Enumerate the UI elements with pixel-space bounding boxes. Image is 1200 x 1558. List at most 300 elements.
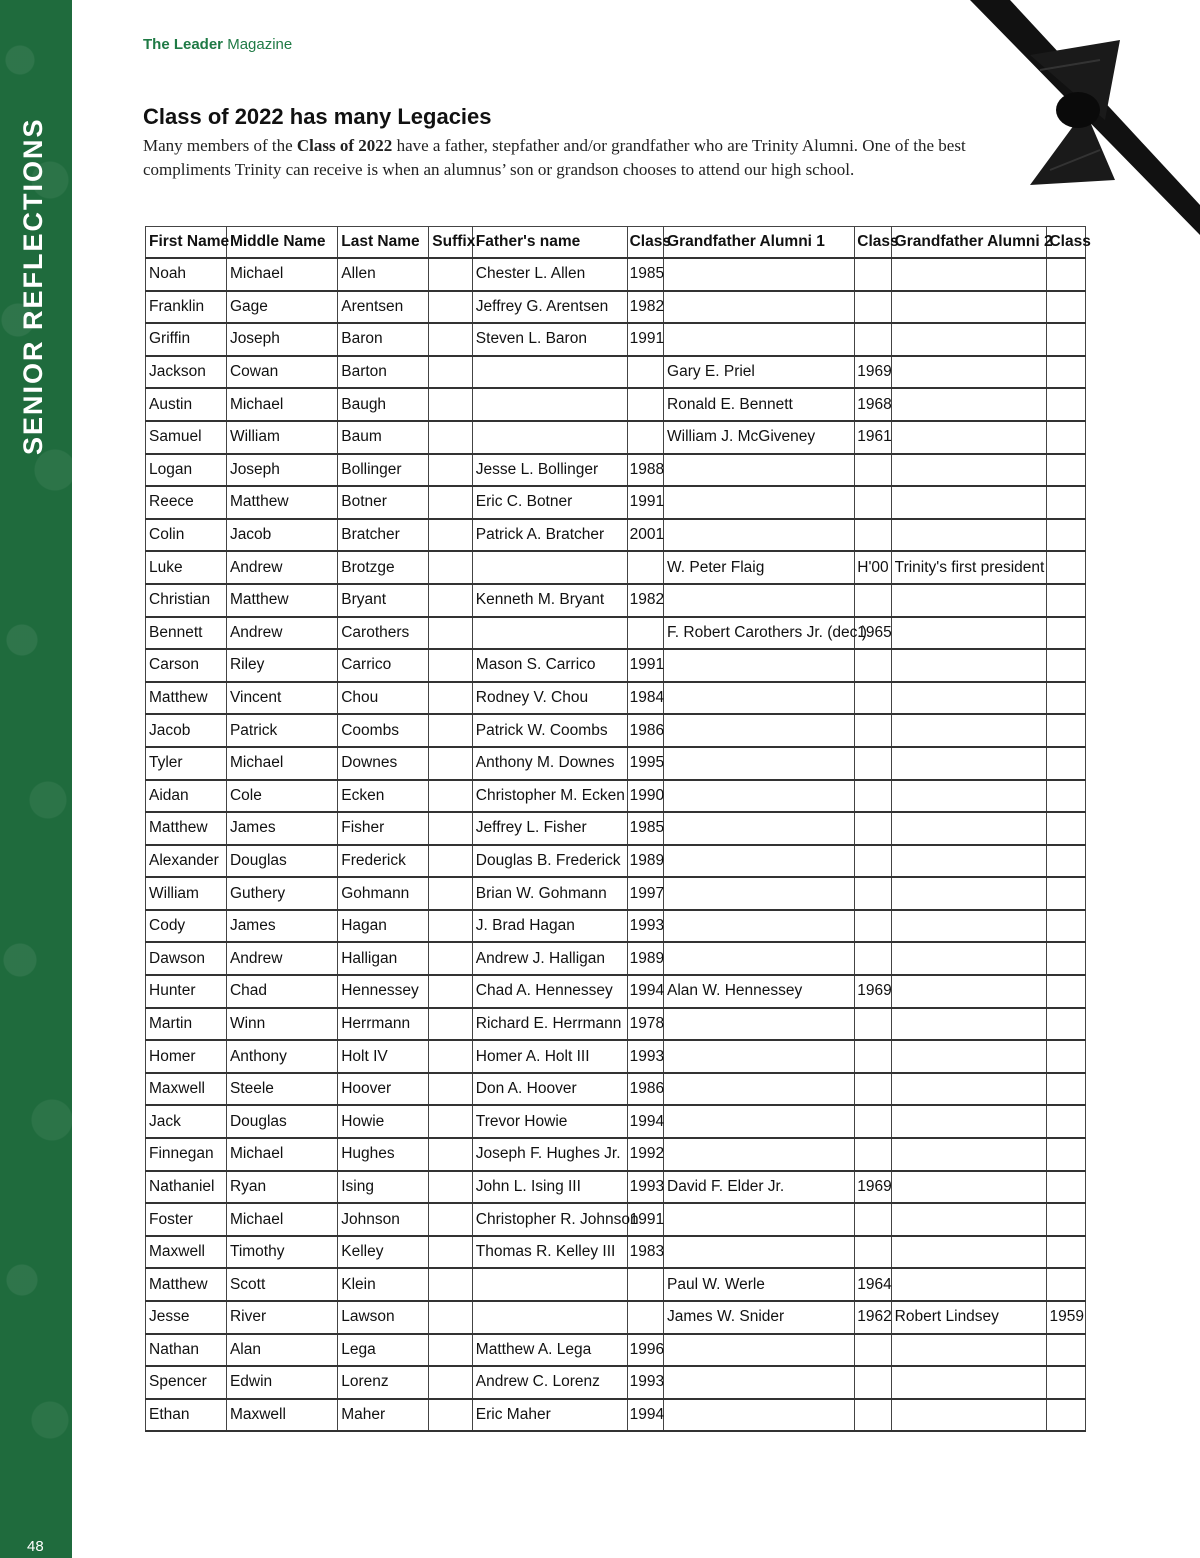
- table-cell: [429, 812, 473, 845]
- table-cell: [429, 584, 473, 617]
- table-cell: [664, 1366, 855, 1399]
- table-cell: Joseph F. Hughes Jr.: [472, 1138, 627, 1171]
- table-cell: 1989: [627, 845, 663, 878]
- table-cell: 1968: [855, 388, 891, 421]
- table-cell: W. Peter Flaig: [664, 551, 855, 584]
- table-cell: 1993: [627, 910, 663, 943]
- table-cell: [1047, 975, 1086, 1008]
- table-cell: Chou: [338, 682, 429, 715]
- table-cell: 1961: [855, 421, 891, 454]
- masthead: [143, 36, 292, 53]
- table-cell: Logan: [146, 454, 227, 487]
- table-cell: [627, 356, 663, 389]
- table-cell: [429, 291, 473, 324]
- table-cell: [1047, 812, 1086, 845]
- table-cell: 1964: [855, 1268, 891, 1301]
- table-cell: [664, 845, 855, 878]
- table-cell: Luke: [146, 551, 227, 584]
- table-cell: [855, 714, 891, 747]
- table-row: [146, 747, 1086, 780]
- table-cell: Arentsen: [338, 291, 429, 324]
- table-row: [146, 812, 1086, 845]
- table-cell: [855, 258, 891, 291]
- table-cell: [891, 1040, 1047, 1073]
- table-cell: Christopher M. Ecken: [472, 780, 627, 813]
- table-cell: [429, 714, 473, 747]
- table-cell: James: [226, 910, 337, 943]
- table-cell: Bratcher: [338, 519, 429, 552]
- table-cell: [472, 421, 627, 454]
- table-cell: 2001: [627, 519, 663, 552]
- table-cell: [429, 388, 473, 421]
- table-cell: [429, 454, 473, 487]
- table-cell: Lorenz: [338, 1366, 429, 1399]
- table-cell: Ryan: [226, 1171, 337, 1204]
- table-cell: Andrew: [226, 551, 337, 584]
- table-cell: Mason S. Carrico: [472, 649, 627, 682]
- table-cell: Andrew C. Lorenz: [472, 1366, 627, 1399]
- table-cell: [855, 291, 891, 324]
- table-cell: [429, 323, 473, 356]
- table-row: [146, 617, 1086, 650]
- table-row: [146, 682, 1086, 715]
- table-row: [146, 649, 1086, 682]
- table-cell: Patrick W. Coombs: [472, 714, 627, 747]
- table-cell: Michael: [226, 258, 337, 291]
- table-row: [146, 780, 1086, 813]
- table-cell: Eric C. Botner: [472, 486, 627, 519]
- table-cell: [891, 845, 1047, 878]
- table-cell: Steele: [226, 1073, 337, 1106]
- table-cell: [664, 258, 855, 291]
- table-cell: Michael: [226, 388, 337, 421]
- table-row: [146, 1138, 1086, 1171]
- table-cell: 1984: [627, 682, 663, 715]
- table-cell: 1989: [627, 942, 663, 975]
- table-cell: [472, 617, 627, 650]
- table-cell: Christopher R. Johnson: [472, 1203, 627, 1236]
- table-cell: [664, 812, 855, 845]
- table-cell: H'00: [855, 551, 891, 584]
- table-row: [146, 714, 1086, 747]
- table-cell: 1991: [627, 1203, 663, 1236]
- table-cell: Michael: [226, 1203, 337, 1236]
- table-cell: [855, 812, 891, 845]
- table-cell: [891, 1171, 1047, 1204]
- table-row: [146, 1334, 1086, 1367]
- table-cell: [891, 584, 1047, 617]
- table-cell: [429, 780, 473, 813]
- table-cell: [664, 1008, 855, 1041]
- table-cell: 1982: [627, 584, 663, 617]
- column-header: Father's name: [472, 227, 627, 259]
- table-cell: [891, 1105, 1047, 1138]
- table-cell: Brotzge: [338, 551, 429, 584]
- table-cell: Bennett: [146, 617, 227, 650]
- table-row: [146, 1171, 1086, 1204]
- table-cell: [1047, 1040, 1086, 1073]
- table-cell: Jeffrey G. Arentsen: [472, 291, 627, 324]
- table-cell: [429, 1334, 473, 1367]
- table-cell: [855, 1138, 891, 1171]
- table-row: [146, 1008, 1086, 1041]
- table-cell: [1047, 1138, 1086, 1171]
- table-cell: [664, 1138, 855, 1171]
- table-cell: Ecken: [338, 780, 429, 813]
- table-cell: William: [146, 877, 227, 910]
- table-cell: Christian: [146, 584, 227, 617]
- table-cell: Carrico: [338, 649, 429, 682]
- table-cell: [1047, 584, 1086, 617]
- table-cell: [664, 486, 855, 519]
- table-cell: [429, 910, 473, 943]
- table-cell: [1047, 421, 1086, 454]
- table-cell: Jesse L. Bollinger: [472, 454, 627, 487]
- table-cell: Scott: [226, 1268, 337, 1301]
- table-cell: [627, 421, 663, 454]
- table-cell: Winn: [226, 1008, 337, 1041]
- table-cell: [1047, 486, 1086, 519]
- table-cell: [891, 877, 1047, 910]
- table-cell: Vincent: [226, 682, 337, 715]
- table-cell: Aidan: [146, 780, 227, 813]
- table-cell: Lawson: [338, 1301, 429, 1334]
- table-cell: 1993: [627, 1040, 663, 1073]
- table-cell: [664, 1334, 855, 1367]
- table-cell: Hughes: [338, 1138, 429, 1171]
- table-cell: [891, 649, 1047, 682]
- table-cell: Trinity's first president: [891, 551, 1047, 584]
- column-header: Grandfather Alumni 1: [664, 227, 855, 259]
- table-cell: Guthery: [226, 877, 337, 910]
- table-row: [146, 1236, 1086, 1269]
- table-cell: [855, 584, 891, 617]
- table-cell: [429, 1399, 473, 1432]
- table-cell: Matthew: [146, 812, 227, 845]
- table-cell: [855, 454, 891, 487]
- table-row: [146, 1105, 1086, 1138]
- table-cell: [429, 975, 473, 1008]
- table-cell: River: [226, 1301, 337, 1334]
- table-cell: Alan: [226, 1334, 337, 1367]
- table-cell: [1047, 747, 1086, 780]
- table-cell: [1047, 714, 1086, 747]
- table-cell: [855, 1366, 891, 1399]
- table-cell: Andrew: [226, 617, 337, 650]
- table-cell: [429, 1301, 473, 1334]
- table-cell: 1986: [627, 714, 663, 747]
- table-cell: Matthew: [226, 486, 337, 519]
- table-cell: Ethan: [146, 1399, 227, 1432]
- table-cell: [429, 1236, 473, 1269]
- table-cell: William J. McGiveney: [664, 421, 855, 454]
- table-row: [146, 584, 1086, 617]
- table-cell: Steven L. Baron: [472, 323, 627, 356]
- table-cell: Carson: [146, 649, 227, 682]
- table-cell: Alan W. Hennessey: [664, 975, 855, 1008]
- table-cell: 1988: [627, 454, 663, 487]
- table-cell: [429, 1268, 473, 1301]
- table-cell: [429, 258, 473, 291]
- table-cell: Barton: [338, 356, 429, 389]
- table-cell: Klein: [338, 1268, 429, 1301]
- table-cell: [1047, 1334, 1086, 1367]
- table-cell: Carothers: [338, 617, 429, 650]
- column-header: Class: [627, 227, 663, 259]
- table-cell: [1047, 649, 1086, 682]
- table-cell: Matthew: [146, 682, 227, 715]
- table-cell: Griffin: [146, 323, 227, 356]
- legacy-table: [145, 226, 1091, 1432]
- table-cell: 1969: [855, 356, 891, 389]
- table-cell: Fisher: [338, 812, 429, 845]
- table-cell: [891, 291, 1047, 324]
- table-cell: [664, 1073, 855, 1106]
- table-cell: [664, 1236, 855, 1269]
- table-cell: [627, 388, 663, 421]
- column-header: Class: [1047, 227, 1086, 259]
- table-cell: [1047, 1236, 1086, 1269]
- table-cell: [855, 519, 891, 552]
- table-cell: [1047, 877, 1086, 910]
- table-cell: [855, 942, 891, 975]
- table-cell: Howie: [338, 1105, 429, 1138]
- table-cell: 1965: [855, 617, 891, 650]
- table-cell: [1047, 323, 1086, 356]
- table-cell: [855, 682, 891, 715]
- table-cell: [429, 356, 473, 389]
- table-cell: [1047, 1073, 1086, 1106]
- table-cell: [472, 388, 627, 421]
- table-row: [146, 551, 1086, 584]
- table-cell: Cowan: [226, 356, 337, 389]
- table-cell: 1986: [627, 1073, 663, 1106]
- table-cell: [429, 1203, 473, 1236]
- table-cell: [891, 519, 1047, 552]
- table-cell: James W. Snider: [664, 1301, 855, 1334]
- table-cell: [855, 486, 891, 519]
- table-cell: Joseph: [226, 454, 337, 487]
- table-cell: Baron: [338, 323, 429, 356]
- table-row: [146, 1073, 1086, 1106]
- table-cell: [1047, 1203, 1086, 1236]
- table-cell: 1962: [855, 1301, 891, 1334]
- table-cell: David F. Elder Jr.: [664, 1171, 855, 1204]
- table-cell: [664, 519, 855, 552]
- table-cell: [855, 1008, 891, 1041]
- table-cell: [429, 942, 473, 975]
- table-cell: [855, 323, 891, 356]
- table-cell: Dawson: [146, 942, 227, 975]
- masthead-suffix: Magazine: [227, 36, 293, 53]
- table-row: [146, 323, 1086, 356]
- table-cell: [429, 877, 473, 910]
- intro-text-start: Many members of the: [143, 136, 297, 155]
- table-cell: Jesse: [146, 1301, 227, 1334]
- table-cell: Allen: [338, 258, 429, 291]
- table-cell: [1047, 291, 1086, 324]
- table-cell: 1991: [627, 323, 663, 356]
- table-cell: John L. Ising III: [472, 1171, 627, 1204]
- table-cell: [664, 1399, 855, 1432]
- table-cell: Martin: [146, 1008, 227, 1041]
- table-cell: 1978: [627, 1008, 663, 1041]
- table-cell: Foster: [146, 1203, 227, 1236]
- table-cell: Eric Maher: [472, 1399, 627, 1432]
- table-cell: Cody: [146, 910, 227, 943]
- table-cell: 1985: [627, 812, 663, 845]
- table-cell: Gage: [226, 291, 337, 324]
- table-cell: [472, 1301, 627, 1334]
- table-cell: Alexander: [146, 845, 227, 878]
- table-cell: 1994: [627, 1105, 663, 1138]
- table-cell: 1990: [627, 780, 663, 813]
- table-cell: 1969: [855, 975, 891, 1008]
- table-header-row: [146, 227, 1086, 259]
- table-cell: [891, 714, 1047, 747]
- table-cell: Jack: [146, 1105, 227, 1138]
- table-cell: [472, 356, 627, 389]
- table-row: [146, 877, 1086, 910]
- table-cell: Austin: [146, 388, 227, 421]
- table-cell: [472, 1268, 627, 1301]
- table-cell: [891, 421, 1047, 454]
- table-cell: Gary E. Priel: [664, 356, 855, 389]
- table-cell: Chad: [226, 975, 337, 1008]
- table-cell: Don A. Hoover: [472, 1073, 627, 1106]
- table-cell: Noah: [146, 258, 227, 291]
- table-cell: Matthew A. Lega: [472, 1334, 627, 1367]
- table-row: [146, 1301, 1086, 1334]
- table-cell: [891, 975, 1047, 1008]
- table-cell: [664, 1203, 855, 1236]
- table-cell: [429, 1171, 473, 1204]
- table-cell: Matthew: [226, 584, 337, 617]
- table-cell: [1047, 454, 1086, 487]
- table-cell: [855, 1399, 891, 1432]
- table-cell: 1983: [627, 1236, 663, 1269]
- table-cell: Halligan: [338, 942, 429, 975]
- page-number: 48: [27, 1538, 44, 1555]
- table-cell: Joseph: [226, 323, 337, 356]
- table-cell: Colin: [146, 519, 227, 552]
- table-cell: [664, 780, 855, 813]
- table-cell: [1047, 1171, 1086, 1204]
- table-row: [146, 910, 1086, 943]
- table-cell: [891, 454, 1047, 487]
- table-cell: [891, 1008, 1047, 1041]
- table-cell: Franklin: [146, 291, 227, 324]
- table-cell: [664, 584, 855, 617]
- table-cell: Matthew: [146, 1268, 227, 1301]
- table-cell: Spencer: [146, 1366, 227, 1399]
- table-cell: Patrick: [226, 714, 337, 747]
- table-cell: [891, 812, 1047, 845]
- table-cell: [891, 1334, 1047, 1367]
- table-cell: [891, 1236, 1047, 1269]
- table-cell: [664, 910, 855, 943]
- table-cell: Richard E. Herrmann: [472, 1008, 627, 1041]
- table-row: [146, 388, 1086, 421]
- table-cell: Frederick: [338, 845, 429, 878]
- table-cell: [855, 1236, 891, 1269]
- table-cell: [429, 486, 473, 519]
- table-cell: [855, 1334, 891, 1367]
- table-cell: [429, 617, 473, 650]
- table-cell: Samuel: [146, 421, 227, 454]
- table-cell: Gohmann: [338, 877, 429, 910]
- table-cell: Andrew: [226, 942, 337, 975]
- table-cell: Holt IV: [338, 1040, 429, 1073]
- table-cell: [891, 1366, 1047, 1399]
- table-cell: [891, 1399, 1047, 1432]
- table-cell: 1993: [627, 1366, 663, 1399]
- table-cell: [664, 877, 855, 910]
- table-cell: 1969: [855, 1171, 891, 1204]
- table-cell: Douglas: [226, 1105, 337, 1138]
- table-cell: [891, 682, 1047, 715]
- table-cell: 1994: [627, 975, 663, 1008]
- table-cell: [664, 1040, 855, 1073]
- table-cell: [891, 1073, 1047, 1106]
- table-cell: [429, 845, 473, 878]
- table-cell: Douglas B. Frederick: [472, 845, 627, 878]
- table-row: [146, 942, 1086, 975]
- table-cell: [429, 551, 473, 584]
- table-cell: [891, 910, 1047, 943]
- table-cell: Nathan: [146, 1334, 227, 1367]
- table-cell: [891, 486, 1047, 519]
- table-row: [146, 975, 1086, 1008]
- table-cell: [664, 291, 855, 324]
- table-cell: Ising: [338, 1171, 429, 1204]
- table-cell: [1047, 356, 1086, 389]
- table-cell: William: [226, 421, 337, 454]
- table-cell: 1992: [627, 1138, 663, 1171]
- table-cell: Downes: [338, 747, 429, 780]
- table-cell: Herrmann: [338, 1008, 429, 1041]
- table-cell: 1991: [627, 486, 663, 519]
- table-cell: Finnegan: [146, 1138, 227, 1171]
- table-cell: Jackson: [146, 356, 227, 389]
- article-intro: [143, 134, 1023, 182]
- table-cell: Michael: [226, 1138, 337, 1171]
- table-cell: Anthony M. Downes: [472, 747, 627, 780]
- table-row: [146, 845, 1086, 878]
- table-cell: 1996: [627, 1334, 663, 1367]
- table-cell: [429, 1008, 473, 1041]
- table-cell: [429, 1040, 473, 1073]
- table-cell: 1993: [627, 1171, 663, 1204]
- table-cell: [891, 1203, 1047, 1236]
- table-cell: Anthony: [226, 1040, 337, 1073]
- table-cell: [1047, 1105, 1086, 1138]
- table-cell: [1047, 519, 1086, 552]
- table-cell: Maxwell: [146, 1236, 227, 1269]
- table-cell: [429, 519, 473, 552]
- table-cell: [1047, 942, 1086, 975]
- table-cell: 1991: [627, 649, 663, 682]
- table-body: [146, 258, 1086, 1431]
- table-cell: Hagan: [338, 910, 429, 943]
- table-cell: Hunter: [146, 975, 227, 1008]
- table-cell: Timothy: [226, 1236, 337, 1269]
- table-cell: Chad A. Hennessey: [472, 975, 627, 1008]
- table-cell: Botner: [338, 486, 429, 519]
- table-cell: [429, 421, 473, 454]
- table-cell: [891, 356, 1047, 389]
- table-cell: [1047, 910, 1086, 943]
